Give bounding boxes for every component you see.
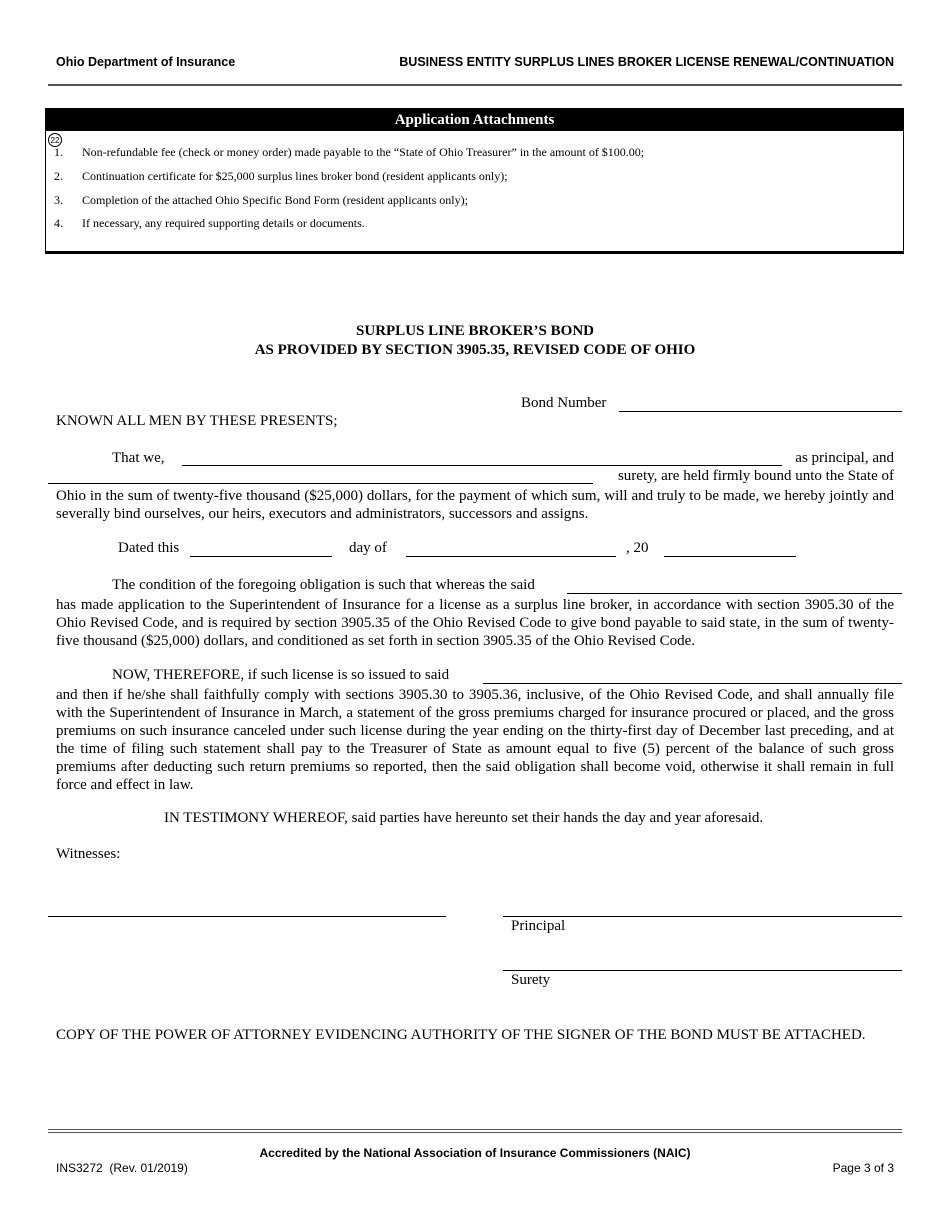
dated-year-field[interactable] — [664, 556, 796, 557]
licensee-name-field[interactable] — [483, 683, 902, 684]
page-number: Page 3 of 3 — [832, 1161, 894, 1175]
year-prefix-label: , 20 — [626, 540, 649, 556]
attachments-heading: Application Attachments — [46, 109, 903, 131]
attachment-number: 4. — [54, 216, 63, 230]
form-number: INS3272 (Rev. 01/2019) — [56, 1161, 188, 1175]
attachment-text: Completion of the attached Ohio Specific Bond Form (resident applicants only); — [82, 193, 468, 207]
attachments-section — [45, 108, 904, 254]
footer-divider — [48, 1129, 902, 1130]
witnesses-label: Witnesses: — [56, 846, 121, 862]
now-therefore-intro: NOW, THEREFORE, if such license is so issued to said — [112, 667, 450, 683]
condition-intro: The condition of the foregoing obligation is such that whereas the said — [112, 577, 535, 593]
section-number-badge: 22 — [48, 133, 62, 147]
attachment-number: 1. — [54, 145, 63, 159]
principal-signature-line[interactable] — [503, 916, 902, 917]
bond-subtitle: AS PROVIDED BY SECTION 3905.35, REVISED CODE OF OHIO — [254, 342, 696, 358]
header-divider — [48, 84, 902, 86]
now-therefore-paragraph: and then if he/she shall faithfully comply with sections 3905.30 to 3905.36, inclusive, of the Ohio Revised Code, and shall annually file with the Superintendent of Insurance in March, a statement of the gross premiums charged for insurance procured or placed, and the gross premiums on such insurance canceled under such license during the year ending on the thirty-first day of December last preceding, and at the time of filing such statement shall pay to the Treasurer of State as amount equal to five (5) percent of the balance of such gross premiums after deducting such return premiums so reported, then the said obligation shall become void, otherwise it shall remain in full force and effect in law. — [56, 687, 894, 793]
testimony-text: IN TESTIMONY WHEREOF, said parties have hereunto set their hands the day and year aforesaid. — [164, 810, 764, 826]
principal-name-field[interactable] — [182, 465, 782, 466]
attachment-text: Continuation certificate for $25,000 surplus lines broker bond (resident applicants only); — [82, 169, 508, 183]
principal-label: Principal — [511, 918, 566, 934]
attachment-item — [54, 145, 644, 160]
attachment-item — [54, 216, 365, 231]
attachment-text: If necessary, any required supporting details or documents. — [82, 216, 365, 230]
condition-paragraph: has made application to the Superintendent of Insurance for a license as a surplus line broker, in accordance with section 3905.30 of the Ohio Revised Code, and is required by section 3905.35 of the Ohio Revised Code to give bond payable to said state, in the sum of twenty-five thousand ($25,000) dollars, and conditioned as set forth in section 3905.35 of the Ohio Revised Code. — [56, 597, 894, 649]
bond-number-label: Bond Number — [521, 395, 607, 411]
applicant-name-field[interactable] — [567, 593, 902, 594]
attachment-item — [54, 193, 468, 208]
day-of-label: day of — [349, 540, 387, 556]
surety-signature-line[interactable] — [503, 970, 902, 971]
as-principal-text: as principal, and — [795, 450, 894, 466]
accreditation-text: Accredited by the National Association of Insurance Commissioners (NAIC) — [259, 1146, 691, 1160]
surety-held-text: surety, are held firmly bound unto the State of — [617, 468, 894, 484]
known-all-men: KNOWN ALL MEN BY THESE PRESENTS; — [56, 413, 338, 429]
bond-title: SURPLUS LINE BROKER’S BOND — [356, 323, 594, 339]
dated-day-field[interactable] — [190, 556, 332, 557]
surety-name-field[interactable] — [48, 483, 593, 484]
bond-number-field[interactable] — [619, 411, 902, 412]
dated-month-field[interactable] — [406, 556, 616, 557]
attachment-number: 2. — [54, 169, 63, 183]
surety-label: Surety — [511, 972, 551, 988]
ohio-sum-paragraph: Ohio in the sum of twenty-five thousand ($25,000) dollars, for the payment of which sum, will and truly to be made, we hereby jointly and severally bind ourselves, our heirs, executors and administrators, successors and assigns. — [56, 488, 894, 522]
attachment-text: Non-refundable fee (check or money order) made payable to the “State of Ohio Treasurer” in the amount of $100.00; — [82, 145, 645, 159]
power-of-attorney-notice: COPY OF THE POWER OF ATTORNEY EVIDENCING AUTHORITY OF THE SIGNER OF THE BOND MUST BE ATTACHED. — [56, 1027, 866, 1043]
attachment-item — [54, 169, 508, 184]
witness-signature-line[interactable] — [48, 916, 446, 917]
department-name: Ohio Department of Insurance — [56, 55, 236, 69]
attachment-number: 3. — [54, 193, 63, 207]
that-we-label: That we, — [112, 450, 165, 466]
form-title: BUSINESS ENTITY SURPLUS LINES BROKER LICENSE RENEWAL/CONTINUATION — [399, 55, 894, 69]
footer-divider-secondary — [48, 1132, 902, 1133]
dated-this-label: Dated this — [118, 540, 180, 556]
